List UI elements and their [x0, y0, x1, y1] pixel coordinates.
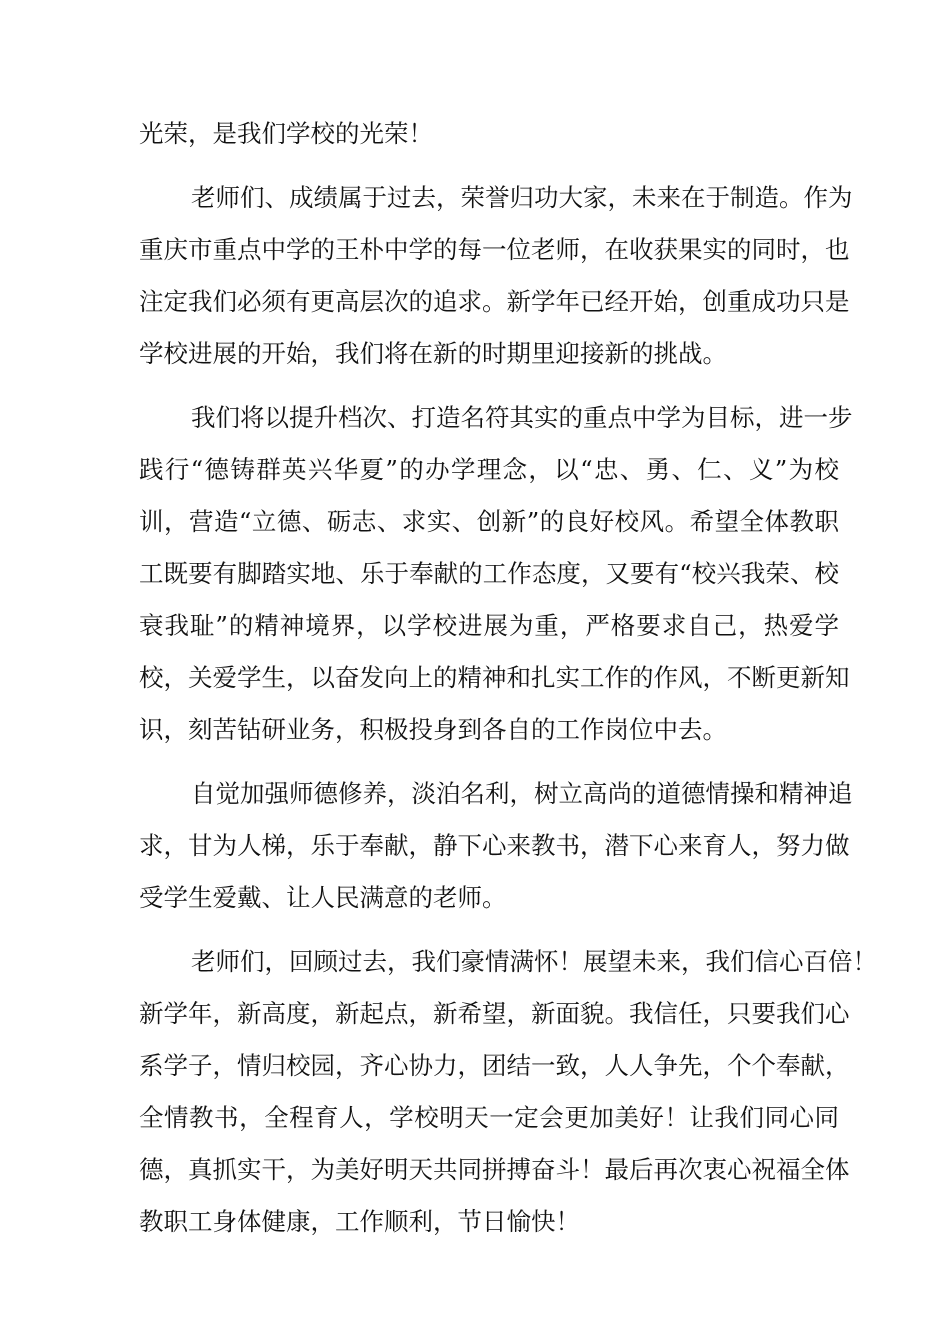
- paragraph-2-line-3: 注定我们必须有更高层次的追求。新学年已经开始，创重成功只是: [139, 287, 850, 316]
- paragraph-2-line-4: 学校进展的开始，我们将在新的时期里迎接新的挑战。: [139, 339, 727, 368]
- paragraph-5-line-6: 教职工身体健康，工作顺利，节日愉快！: [139, 1207, 580, 1236]
- paragraph-5-line-4: 全情教书，全程育人，学校明天一定会更加美好！让我们同心同: [139, 1103, 839, 1132]
- paragraph-5-line-1: 老师们，回顾过去，我们豪情满怀！展望未来，我们信心百倍！: [191, 947, 877, 976]
- paragraph-4-line-2: 求，甘为人梯，乐于奉献，静下心来教书，潜下心来育人，努力做: [139, 831, 850, 860]
- paragraph-3-line-4: 工既要有脚踏实地、乐于奉献的工作态度，又要有“校兴我荣、校: [139, 559, 839, 588]
- paragraph-4-line-1: 自觉加强师德修养，淡泊名利，树立高尚的道德情操和精神追: [191, 779, 853, 808]
- paragraph-4-line-3: 受学生爱戴、让人民满意的老师。: [139, 883, 507, 912]
- paragraph-5-line-5: 德，真抓实干，为美好明天共同拼搏奋斗！最后再次衷心祝福全体: [139, 1155, 850, 1184]
- paragraph-3-line-2: 践行“德铸群英兴华夏”的办学理念，以“忠、勇、仁、义”为校: [139, 455, 839, 484]
- paragraph-5-line-2: 新学年，新高度，新起点，新希望，新面貌。我信任，只要我们心: [139, 999, 850, 1028]
- paragraph-3-line-5: 衰我耻”的精神境界，以学校进展为重，严格要求自己，热爱学: [139, 611, 839, 640]
- paragraph-3-line-1: 我们将以提升档次、打造名符其实的重点中学为目标，进一步: [191, 403, 853, 432]
- paragraph-1-line-1: 光荣，是我们学校的光荣！: [139, 119, 433, 148]
- paragraph-3-line-6: 校，关爱学生，以奋发向上的精神和扎实工作的作风，不断更新知: [139, 663, 850, 692]
- paragraph-2-line-2: 重庆市重点中学的王朴中学的每一位老师，在收获果实的同时，也: [139, 235, 850, 264]
- paragraph-3-line-7: 识，刻苦钻研业务，积极投身到各自的工作岗位中去。: [139, 715, 727, 744]
- paragraph-5-line-3: 系学子，情归校园，齐心协力，团结一致，人人争先，个个奉献，: [139, 1051, 850, 1080]
- paragraph-2-line-1: 老师们、成绩属于过去，荣誉归功大家，未来在于制造。作为: [191, 183, 853, 212]
- paragraph-3-line-3: 训，营造“立德、砺志、求实、创新”的良好校风。希望全体教职: [139, 507, 839, 536]
